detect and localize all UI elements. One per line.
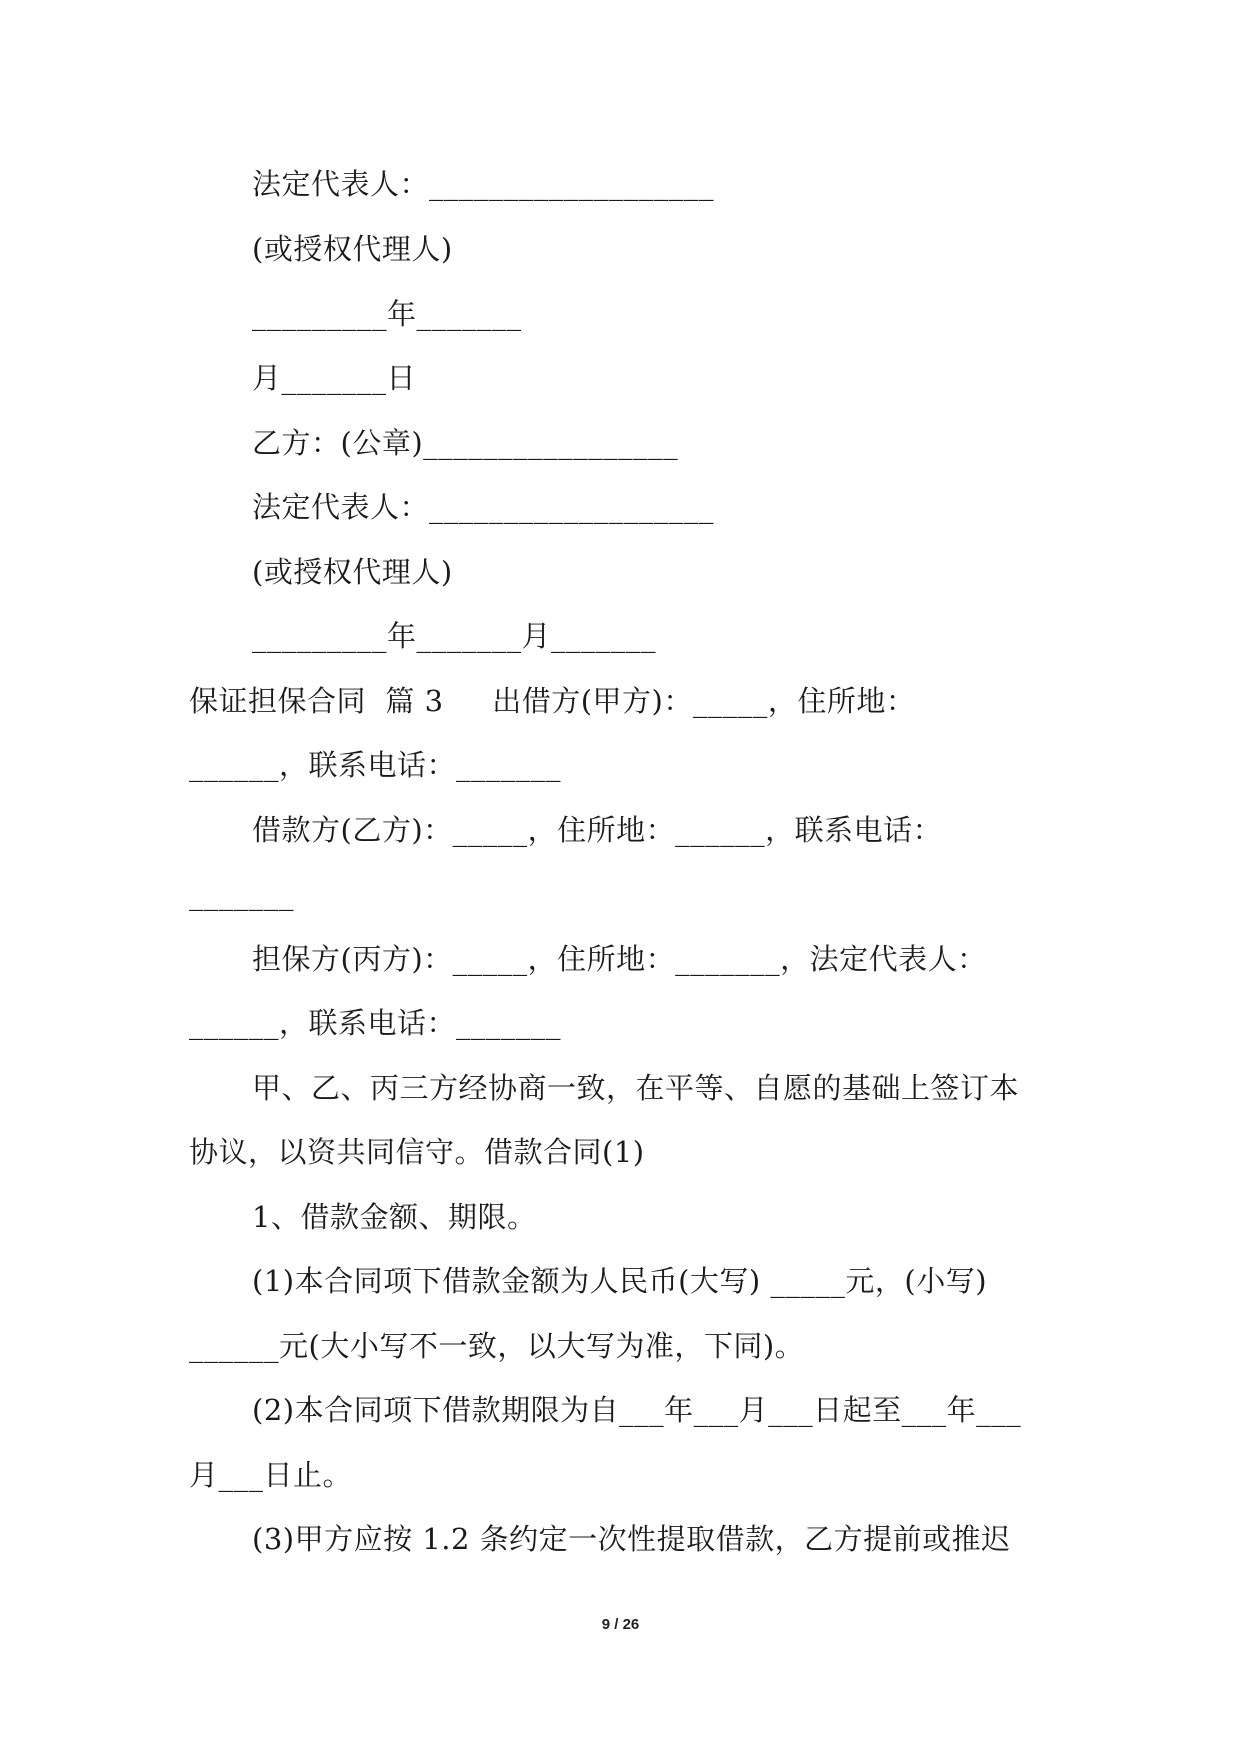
text-line: ______，联系电话：_______ — [189, 1006, 562, 1040]
text-line: (或授权代理人) — [252, 232, 453, 266]
text-line: 甲、乙、丙三方经协商一致，在平等、自愿的基础上签订本 — [252, 1071, 1020, 1105]
text-line: _________年_______月_______ — [252, 619, 657, 653]
text-line: 借款方(乙方)：_____，住所地：______，联系电话： — [252, 813, 943, 847]
text-line: (1)本合同项下借款金额为人民币(大写) _____元，(小写) — [252, 1264, 988, 1298]
text-line: 担保方(丙方)：_____，住所地：_______，法定代表人： — [252, 942, 987, 976]
text-line: 1、借款金额、期限。 — [252, 1200, 537, 1234]
section-heading-line: 保证担保合同 篇 3 出借方(甲方)：_____，住所地： — [189, 684, 916, 718]
text-line: (2)本合同项下借款期限为自___年___月___日起至___年___ — [252, 1393, 1022, 1427]
page-number: 9 / 26 — [601, 1616, 640, 1633]
text-line: 月_______日 — [252, 361, 417, 395]
text-line: 协议，以资共同信守。借款合同(1) — [189, 1135, 645, 1169]
text-line: 乙方：(公章)_________________ — [252, 426, 679, 460]
text-line: 法定代表人：___________________ — [252, 490, 715, 524]
text-line: ______元(大小写不一致，以大写为准，下同)。 — [189, 1329, 805, 1363]
text-line: 月___日止。 — [189, 1458, 353, 1492]
text-line: _______ — [189, 877, 294, 911]
text-line: 法定代表人：___________________ — [252, 167, 715, 201]
text-line: _________年_______ — [252, 297, 522, 331]
text-line: (或授权代理人) — [252, 555, 453, 589]
text-line: ______，联系电话：_______ — [189, 748, 562, 782]
text-line: (3)甲方应按 1.2 条约定一次性提取借款，乙方提前或推迟 — [252, 1522, 1011, 1556]
